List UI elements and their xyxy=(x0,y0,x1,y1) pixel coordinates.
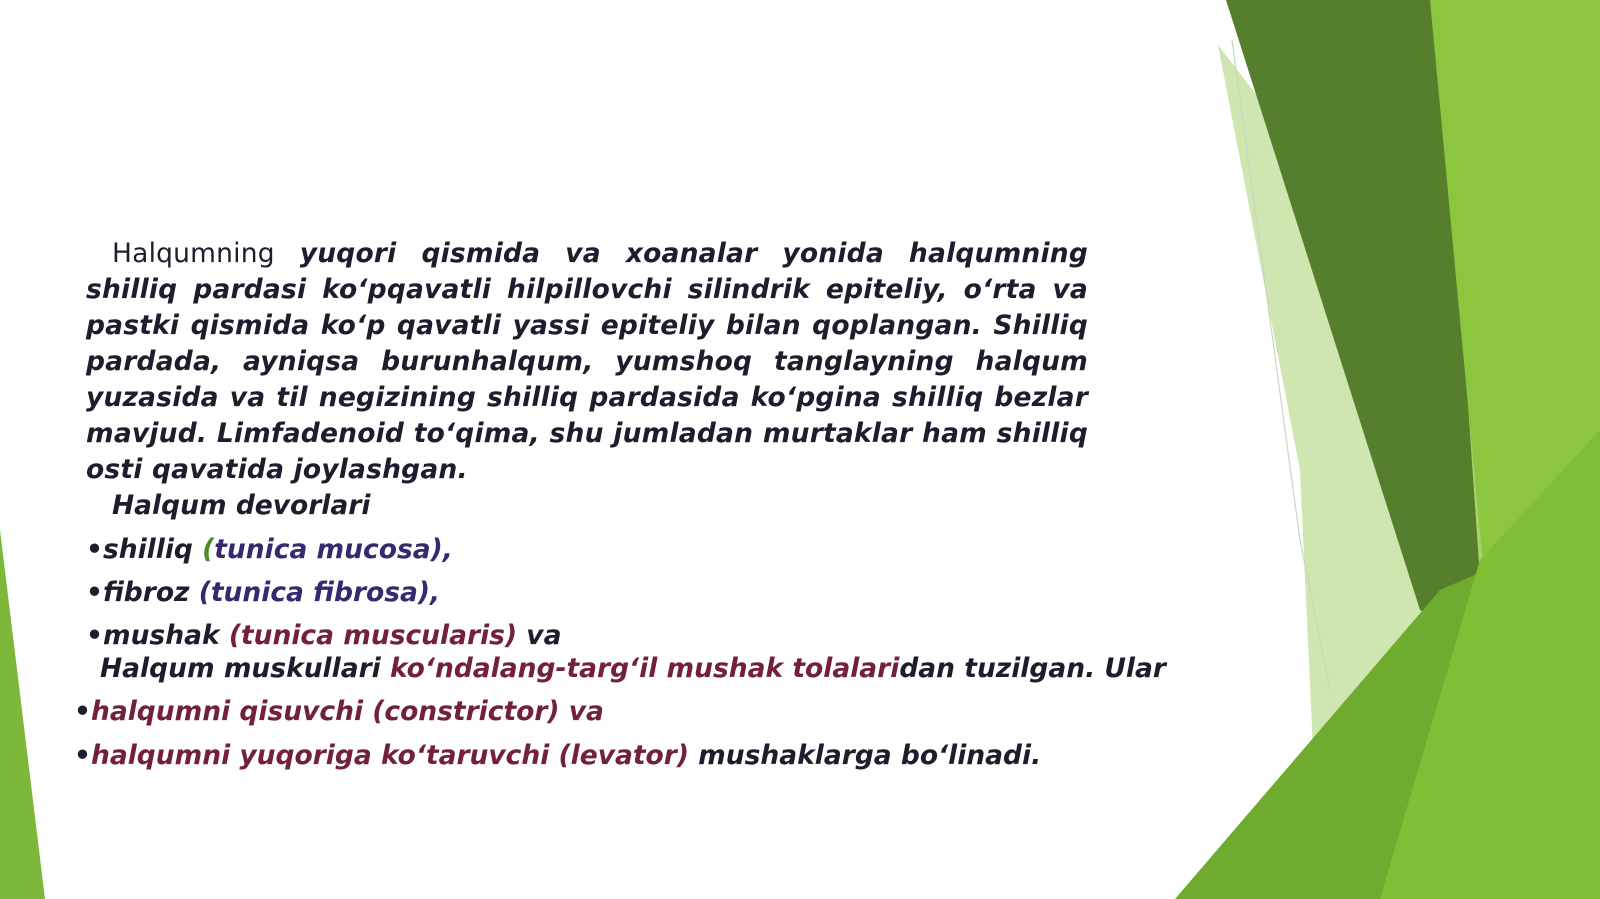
item-term: mushak xyxy=(102,620,229,651)
paragraph-lead-word: Halqumning xyxy=(112,238,275,269)
bullet: • xyxy=(74,740,91,771)
item-term: shilliq xyxy=(102,534,203,565)
muscles-list xyxy=(74,694,1088,774)
item-latin: (tunica muscularis) xyxy=(228,620,518,651)
muscles-highlight: ko‘ndalang-targ‘il mushak tolalari xyxy=(390,653,900,684)
item-paren: ( xyxy=(202,534,215,565)
bullet: • xyxy=(86,577,103,608)
walls-heading: Halqum devorlari xyxy=(112,490,371,521)
bullet: • xyxy=(86,620,103,651)
green-shape-left-edge xyxy=(0,530,45,899)
muscles-post: dan tuzilgan. Ular xyxy=(899,653,1166,684)
item-text: halqumni qisuvchi (constrictor) va xyxy=(90,696,604,727)
item-latin: (tunica fibrosa), xyxy=(198,577,441,608)
list-item xyxy=(86,618,1088,654)
list-item xyxy=(74,738,1088,774)
paragraph-body: yuqori qismida va xoanalar yonida halqumning shilliq pardasi ko‘pqavatli hilpillovchi silindrik epiteliy, o‘rta va pastki qismida ko‘p qavatli yassi epiteliy bilan qoplangan. Shilliq pardada, ayniqsa burunhalqum, yumshoq tanglayning halqum yuzasida va til negizining shilliq pardasida ko‘pgina shilliq bezlar mavjud. Limfadenoid to‘qima, shu jumladan murtaklar ham shilliq osti qavatida joylashgan. xyxy=(86,238,1088,485)
intro-paragraph xyxy=(86,236,1088,488)
slide-text-body xyxy=(74,236,1166,782)
muscles-pre: Halqum muskullari xyxy=(100,653,390,684)
item-latin: tunica mucosa), xyxy=(214,534,453,565)
item-tail: mushaklarga bo‘linadi. xyxy=(688,740,1042,771)
list-item xyxy=(86,575,1088,611)
list-item xyxy=(74,694,1088,730)
muscles-sentence xyxy=(100,651,1166,687)
bullet: • xyxy=(74,696,91,727)
item-text: halqumni yuqoriga ko‘taruvchi (levator) xyxy=(90,740,689,771)
list-item xyxy=(86,532,1088,568)
walls-list xyxy=(86,532,1088,654)
bullet: • xyxy=(86,534,103,565)
item-tail: va xyxy=(517,620,562,651)
item-term: fibroz xyxy=(102,577,199,608)
